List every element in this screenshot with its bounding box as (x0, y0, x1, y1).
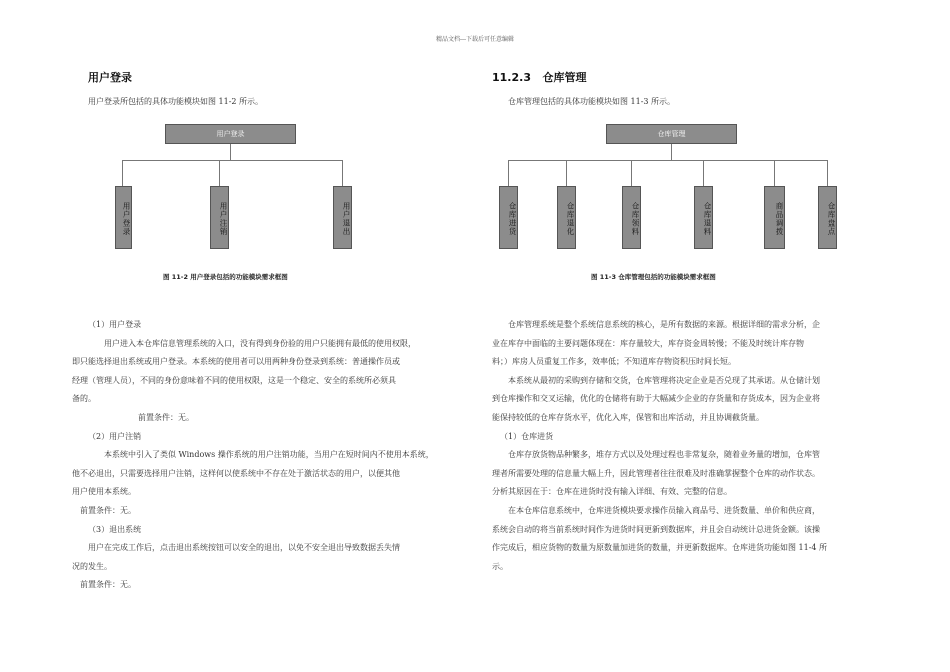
diagram-child-box: 用户退出 (333, 186, 352, 249)
paragraph: 备的。 (72, 394, 96, 404)
diagram-child-box: 用户登录 (115, 186, 132, 249)
paragraph: 本系统从最初的采购到存储和交货，仓库管理将决定企业是否兑现了其承诺。从仓储计划 (508, 375, 820, 385)
paragraph: 在本仓库信息系统中，仓库进货模块要求操作员输入商品号、进货数量、单价和供应商， (508, 505, 820, 515)
paragraph: 作完成后，相应货物的数量为原数量加进货的数量，并更新数据库。仓库进货功能如图 11-4 所 (492, 543, 828, 553)
paragraph: 况的发生。 (72, 561, 112, 571)
paragraph: 业在库存中面临的主要问题体现在：库存量较大，库存资金周转慢；不能及时统计库存物 (492, 338, 804, 348)
paragraph: 仓库管理系统是整个系统信息系统的核心，是所有数据的来源。根据详细的需求分析，企 (508, 320, 820, 329)
section-heading-user-login: 用户登录 (88, 71, 132, 84)
user-login-diagram (88, 120, 476, 260)
right-body (492, 316, 884, 576)
page-header: 精品文档---下载后可任意编辑 (435, 36, 515, 43)
section-title: 仓库管理 (542, 71, 587, 84)
paragraph: （1）仓库进货 (500, 431, 554, 441)
figure-caption: 图 11-2 用户登录包括的功能模块需求框图 (163, 273, 288, 281)
paragraph: 用户使用本系统。 (72, 487, 136, 497)
paragraph: 他不必退出，只需要选择用户注销，这样何以使系统中不存在处于激活状态的用户，以便其他 (72, 468, 400, 478)
paragraph: 到仓库操作和交叉运输，优化的仓储将有助于大幅减少企业的存货量和存货成本，因为企业将 (492, 394, 820, 404)
diagram-child-box: 商品调拨 (764, 186, 785, 249)
paragraph: （1）用户登录 (88, 320, 142, 329)
paragraph: 能保持较低的仓库存货水平，优化入库，保管和出库活动，并且协调截货量。 (492, 412, 764, 422)
paragraph: 示。 (492, 561, 508, 571)
diagram-child-box: 仓库退料 (694, 186, 713, 249)
diagram-root-box: 用户登录 (165, 124, 296, 144)
paragraph: 料；）库房人员重复工作多，效率低；不知道库存物资积压时间长短。 (492, 357, 736, 367)
section-number: 11.2.3 (492, 71, 531, 84)
paragraph: 用户在完成工作后，点击退出系统按钮可以安全的退出，以免不安全退出导致数据丢失情 (88, 543, 400, 553)
diagram-child-box: 仓库领料 (622, 186, 641, 249)
paragraph: 经理（管理人员），不同的身份意味着不同的使用权限，这是一个稳定、安全的系统所必须具 (72, 375, 396, 385)
paragraph: 前置条件：无。 (138, 412, 194, 422)
figure-caption: 图 11-3 仓库管理包括的功能模块需求框图 (591, 273, 716, 281)
paragraph: （3）退出系统 (88, 524, 142, 534)
paragraph: 用户进入本仓库信息管理系统的入口，没有得到身份验的用户只能拥有最低的使用权限， (104, 338, 416, 348)
warehouse-diagram (492, 120, 884, 260)
left-body (72, 316, 476, 595)
section-heading-warehouse (492, 69, 586, 85)
paragraph: 仓库存放货物品种繁多，堆存方式以及处理过程也非常复杂，随着业务量的增加，仓库管 (508, 450, 820, 460)
paragraph: 前置条件：无。 (80, 580, 136, 590)
section-intro: 用户登录所包括的具体功能模块如图 11-2 所示。 (88, 97, 264, 106)
diagram-child-box: 仓库盘点 (818, 186, 837, 249)
diagram-child-box: 用户注销 (210, 186, 229, 249)
paragraph: 前置条件：无。 (80, 505, 136, 515)
diagram-root-box: 仓库管理 (606, 124, 737, 144)
section-intro: 仓库管理包括的具体功能模块如图 11-3 所示。 (508, 97, 676, 106)
paragraph: 分析其原因在于：仓库在进货时没有输入详细、有效、完整的信息。 (492, 487, 732, 497)
paragraph: 系统会自动的将当前系统时间作为进货时间更新到数据库，并且会自动统计总进货金额。该操 (492, 524, 820, 534)
paragraph: 理者所需要处理的信息量大幅上升，因此管理者往往很难及时准确掌握整个仓库的动作状态。 (492, 468, 820, 478)
diagram-child-box: 仓库退化 (557, 186, 576, 249)
paragraph: 即只能选择退出系统或用户登录。本系统的使用者可以用两种身份登录到系统：普通操作员或 (72, 357, 400, 367)
paragraph: （2）用户注销 (88, 431, 142, 441)
paragraph: 本系统中引入了类似 Windows 操作系统的用户注销功能，当用户在短时间内不使用本系统， (104, 450, 434, 460)
diagram-child-box: 仓库进货 (499, 186, 518, 249)
